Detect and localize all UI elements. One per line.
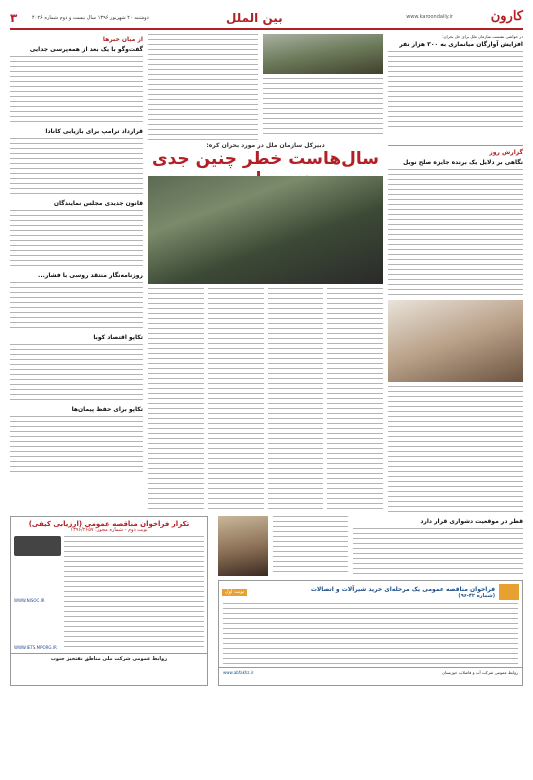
feature-col-3: [208, 288, 264, 512]
feature-body: [148, 288, 383, 512]
ad2-badge: نوبت اول: [222, 589, 247, 596]
brief-title-2: قرارداد ترامپ برای بازیابی کانادا: [45, 128, 143, 135]
story-body-2: [263, 78, 383, 138]
feature-photo: [148, 176, 383, 284]
newspaper-logo: کارون: [490, 9, 523, 24]
suu-kyi-photo: [388, 300, 523, 382]
ad1-subtitle: نوبت دوم - شماره مجوز: ۱۳۹۶/۲۶۵۷: [70, 527, 148, 533]
qatar-col2: [273, 516, 348, 576]
ad2-body: [223, 603, 518, 667]
news-briefs: [10, 34, 143, 512]
ad2-number: (شماره ۴۲-۹۶): [458, 592, 495, 599]
brief-body-4: [10, 282, 143, 332]
feature-col-1: [327, 288, 383, 512]
top-story-continued: [263, 34, 383, 140]
brief-title-3: قانون جدیدی مجلس نمایندگان: [53, 200, 143, 207]
website-url[interactable]: www.karoondaily.ir: [406, 14, 453, 20]
nisoc-logo: [14, 536, 61, 556]
report-section-label: گزارش روز: [489, 149, 523, 156]
ad1-title: تکرار فراخوان مناقصه عمومی (ارزیابی کیفی): [28, 520, 190, 528]
brief-title-6: تکاپو برای حفظ پیمان‌ها: [71, 406, 143, 413]
issue-date: دوشنبه ۲۰ شهریور ۱۳۹۶ سال بیست و دوم شماره ۴۰۲۶: [32, 15, 149, 21]
brief-title-1: گفت‌وگو با یک بعد از همه‌پرسی جدایی: [29, 46, 143, 53]
top-story: [388, 34, 523, 140]
qatar-story: [353, 516, 523, 576]
story-body: [388, 51, 523, 131]
ad1-body: [64, 536, 204, 650]
section-title: بین الملل: [226, 11, 283, 25]
tender-ad-water: [218, 580, 523, 686]
brief-title-5: تکاپو اقتصاد کوبا: [93, 334, 143, 341]
feature-kicker: دبیرکل سازمان ملل در مورد بحران کره:: [206, 142, 325, 149]
qatar-body: [353, 528, 523, 576]
qatar-title: قطر در موقعیت دشواری قرار دارد: [420, 518, 523, 525]
brief-body-6: [10, 416, 143, 476]
ad2-website[interactable]: www.abfakhz.ir: [223, 670, 254, 675]
feature-col-4: [148, 288, 204, 512]
report-body: [388, 169, 523, 299]
refugees-photo: [263, 34, 383, 74]
feature-col-2: [268, 288, 324, 512]
report-body-cont: [388, 386, 523, 512]
qatar-body-2: [273, 516, 348, 576]
qatar-photo: [218, 516, 268, 576]
iets-website[interactable]: WWW.IETS.MPORG.IR: [14, 645, 57, 650]
brief-body-1: [10, 56, 143, 126]
tender-ad-nisoc: [10, 516, 208, 686]
page-number: ۳: [10, 11, 18, 25]
ad2-footer: روابط عمومی شرکت آب و فاضلاب خوزستان: [442, 670, 518, 675]
story-kicker: در حواشی نشست سازمان ملل برای حل بحران:: [442, 34, 523, 39]
story-body-3: [148, 34, 258, 140]
ad1-footer: روابط عمومی شرکت ملی مناطق نفتخیز جنوب: [11, 653, 207, 662]
nisoc-website[interactable]: WWW.NISOC.IR: [14, 598, 45, 603]
brief-body-5: [10, 344, 143, 404]
brief-body-2: [10, 138, 143, 198]
feature-title: سال‌هاست خطر چنین جدی: [152, 149, 379, 169]
brief-title-4: روزنامه‌نگار منتقد روسی با فشار...: [38, 272, 143, 279]
top-story-col3: [148, 34, 258, 140]
report-body-lines: [388, 386, 523, 512]
ad2-title: فراخوان مناقصه عمومی یک مرحله‌ای خرید شیرآلات و اتصالات: [310, 585, 495, 593]
briefs-label: از میان خبرها: [102, 36, 143, 43]
masthead: [10, 8, 523, 30]
story-title: افزایش آوارگان میانماری به ۳۰۰ هزار نفر: [399, 41, 523, 48]
feature-headline-block: [148, 142, 383, 176]
report-title: نگاهی بر دلایل یک برنده جایزه صلح نوبل: [403, 159, 523, 166]
abfa-logo: [499, 584, 519, 600]
brief-body-3: [10, 210, 143, 270]
